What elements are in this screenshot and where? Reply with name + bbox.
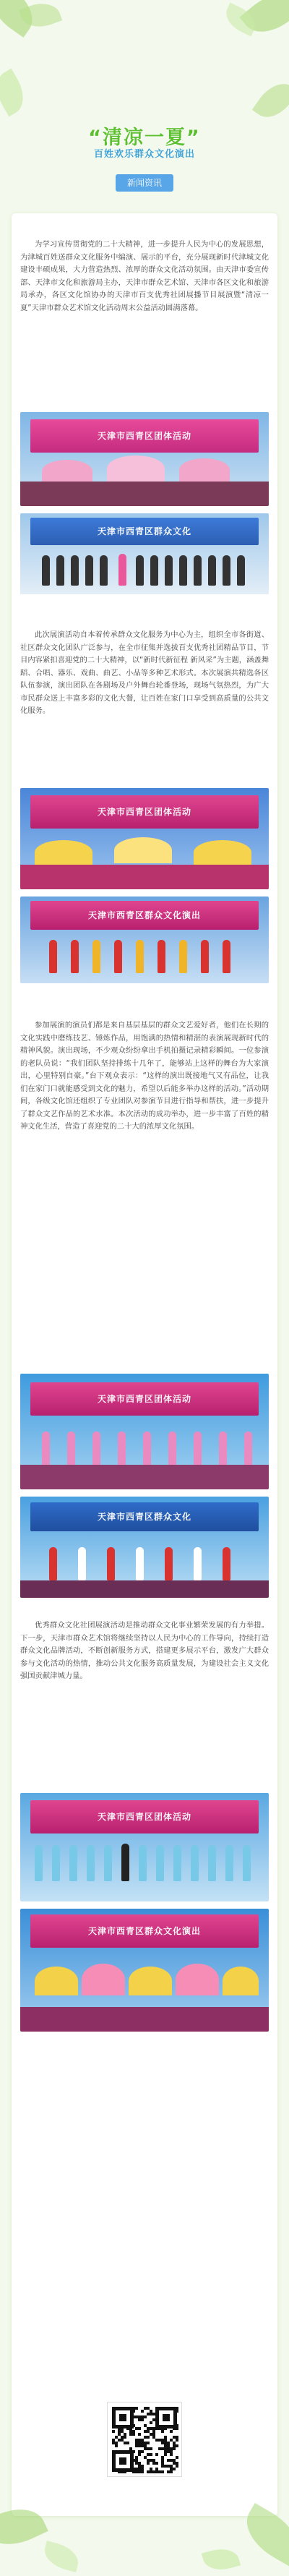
performance-photo — [20, 412, 269, 506]
leaf-decoration — [41, 2541, 82, 2572]
article-header — [0, 0, 289, 202]
stage-banner: 天津市西青区团体活动 — [30, 419, 259, 453]
performance-photo — [20, 1909, 269, 2032]
article-paragraph: 优秀群众文化社团展演活动是推动群众文化事业繁荣发展的有力举措。下一步，天津市群众艺术馆将继续坚持以人民为中心的工作导向，持续打造群众文化品牌活动，不断创新服务方式，搭建更多展示平台，激发广大群众参与文化活动的热情，推动公共文化服务高质量发展，为建设社会主义文化强国贡献津城力量。 — [20, 1621, 269, 1680]
performance-photo — [20, 1497, 269, 1598]
article-paragraph: 参加展演的演员们都是来自基层基层的群众文艺爱好者，他们在长期的文化实践中磨练技艺、锤炼作品，用饱满的热情和精湛的表演展现新时代的精神风貌。演出现场，不少观众纷纷拿出手机拍摄记录精彩瞬间。一位参演的老队员说：“我们团队坚持排练十几年了，能够站上这样的舞台为大家演出，心里特别自豪。”台下观众表示：“这样的演出既接地气又有品位，让我们在家门口就能感受到文化的魅力，希望以后能多举办这样的活动。”活动期间，各级文化馆还组织了专业团队对参演节目进行指导和帮扶，进一步提升了群众文艺作品的艺术水准。本次活动的成功举办，进一步丰富了百姓的精神文化生活，营造了喜迎党的二十大的浓厚文化氛围。 — [20, 1021, 269, 1131]
performance-photo — [20, 513, 269, 594]
stage-banner: 天津市西青区群众文化 — [30, 1502, 259, 1531]
page-title: “清凉一夏” — [88, 127, 201, 149]
article-paragraph: 此次展演活动自本着传承群众文化服务为中心为主，组织全市各街道、社区群众文化团队广泛参与，在全市征集并选拔百支优秀社团精品节目，节目内容紧扣喜迎党的二十大精神，以“新时代新征程 新风采”为主题，涵盖舞蹈、合唱、器乐、戏曲、曲艺、小品等多种艺术形式。本次展演共精选各区队伍参演，演出团队在各剧场及户外舞台轮番登场，现场气氛热烈，为广大市民群众送上丰富多彩的文化大餐，让百姓在家门口享受到高质量的公共文化服务。 — [20, 630, 269, 715]
performance-photo — [20, 1793, 269, 1901]
performance-photo — [20, 788, 269, 889]
stage-banner: 天津市西青区群众文化演出 — [30, 1914, 259, 1948]
article-paragraph: 为学习宣传贯彻党的二十大精神，进一步提升人民为中心的发展思想，为津城百姓送群众文化服务中编演、展示的平台，充分展现新时代津城文化建设丰硕成果，大力营造热烈、浓厚的群众文化活动氛围。由天津市委宣传部、天津市文化和旅游局主办，天津市群众艺术馆、天津市各区文化和旅游局承办，各区文化馆协办的天津市百支优秀社团展播节目展演暨“清凉一夏”天津市群众艺术馆文化活动周末公益活动圆满落幕。 — [20, 240, 269, 312]
category-tag[interactable]: 新闻资讯 — [116, 174, 173, 192]
performance-photo — [20, 1374, 269, 1489]
stage-banner: 天津市西青区团体活动 — [30, 795, 259, 829]
stage-banner: 天津市西青区团体活动 — [30, 1382, 259, 1416]
stage-banner: 天津市西青区群众文化演出 — [30, 901, 259, 930]
stage-banner: 天津市西青区群众文化 — [30, 518, 259, 545]
performance-photo — [20, 897, 269, 983]
qr-code — [107, 2402, 182, 2477]
leaf-decoration — [202, 2544, 241, 2574]
stage-banner: 天津市西青区团体活动 — [30, 1800, 259, 1833]
page-subtitle: 百姓欢乐群众文化演出 — [93, 149, 195, 160]
